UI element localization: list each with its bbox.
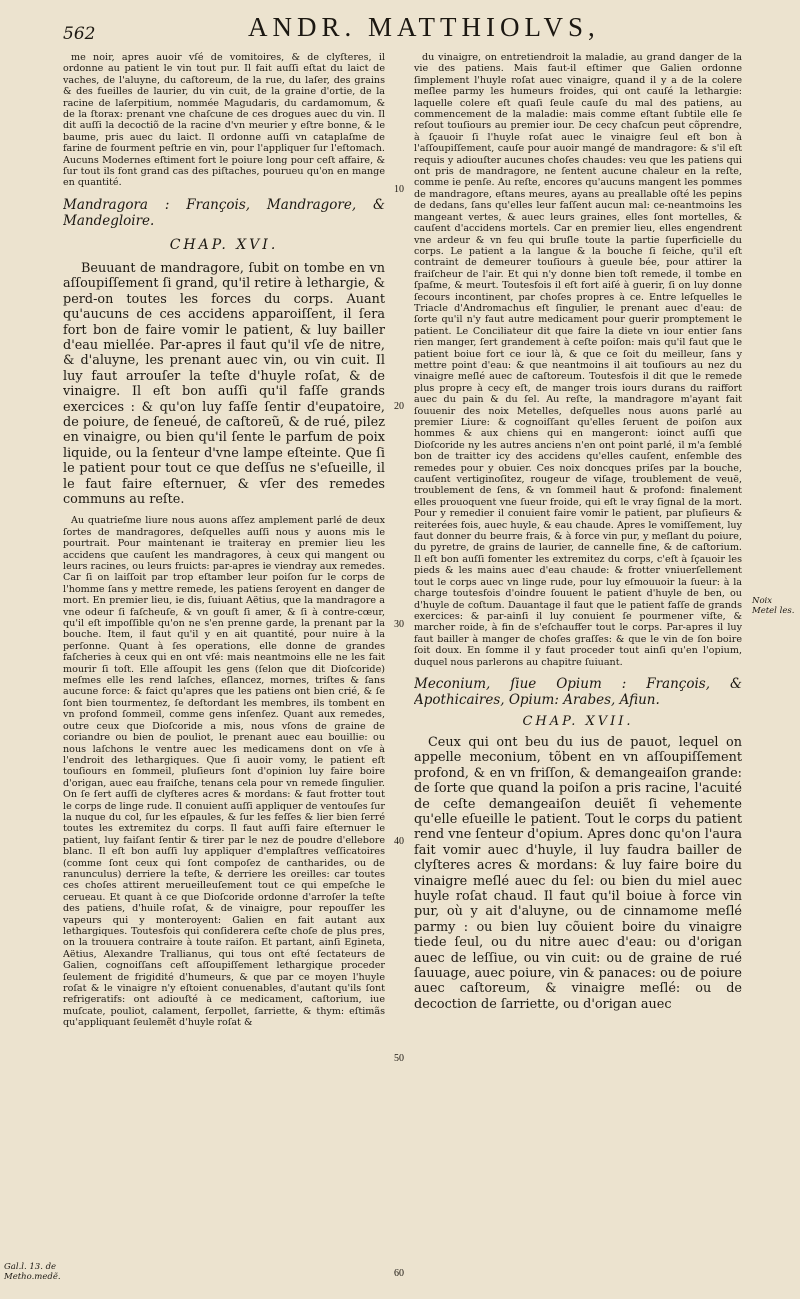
margin-note-right: Noix Metel les. bbox=[752, 596, 795, 616]
right-column bbox=[414, 52, 742, 1287]
section-heading-mandragora: Mandragora : François, Mandragore, & Mandegloire. bbox=[63, 196, 385, 229]
left-column bbox=[63, 52, 385, 1287]
chapter-title-xvi: CHAP. XVI. bbox=[169, 236, 279, 253]
running-title: ANDR. MATTHIOLVS, bbox=[248, 12, 600, 42]
margin-note-left: Gal.l. 13. de Metho.medẽ. bbox=[4, 1262, 61, 1282]
section-heading-opium: Meconium, ſiue Opium : François, & Apothicaires, Opium: Arabes, Afiun. bbox=[414, 675, 742, 708]
intro-paragraph: me noir, apres auoir vſé de vomitoires, & de clyſteres, il ordonne au patient le vin tout pur. Il fait auſſi eſtat du laict de vaches, de l'aluyne, du caſtoreum, de la rue, du laſer, des grains & des fueilles de laurier, du vin cuit, de la graine d'ortie, de la racine de laſerpitium, nommée Magudaris, du cardamomum, & de la ſtorax: prenant vne chaſcune de ces drogues auec du vin. Il dit auſſi la decoctiõ de la racine d'vn meurier y eſtre bonne, & le baume, pris auec du laict. Il ordonne auſſi vn cataplaſme de farine de fourment peſtrie en vin, pour l'appliquer ſur l'eſtomach. Aucuns Modernes eſtiment fort le poiure long pour ceſt affaire, & ſur tout ils font grand cas des piſtaches, pourueu qu'on en mange en quantité. bbox=[63, 52, 385, 189]
line-number: 50 bbox=[394, 1053, 404, 1064]
chapter-text-large-opium: Ceux qui ont beu du ius de pauot, lequel on appelle meconium, tõbent en vn aſſoupiſſement profond, & en vn friſſon, & demangeaiſon grande: de ſorte que quand la poiſon a pris racine, l'acuité de ceſte demangeaiſon deuiẽt ſi vehemente qu'elle eſueille le patient. Tout le corps du patient rend vne ſenteur d'opium. Apres donc qu'on l'aura fait vomir auec d'huyle, il luy faudra bailler de clyſteres acres & mordans: & luy faire boire du vinaigre meſlé auec du ſel: ou bien du miel auec huyle roſat chaud. Il faut qu'il boiue à force vin pur, où y ait d'aluyne, ou de cinnamome meſlé parmy : ou bien luy cõuient boire du vinaigre tiede ſeul, ou du nitre auec d'eau: ou d'origan auec de leſſiue, ou vin cuit: ou de graine de rué ſauuage, auec poiure, vin & panaces: ou de poiure auec caſtoreum, & vinaigre meſlé: ou de decoction de ſarriette, ou d'origan auec bbox=[414, 734, 742, 1012]
commentary-continued: du vinaigre, on entretiendroit la maladie, au grand danger de la vie des patiens. Mais faut-il eſtimer que Galien ordonne ſimplement l'huyle roſat auec vinaigre, quand il y a de la colere meſlee parmy les humeurs froides, qui ont cauſé la lethargie: laquelle colere eſt quaſi ſeule cauſe du mal des patiens, au commencement de la maladie: mais comme eſtant ſubtile elle ſe reſout touſiours au premier iour. De cecy chaſcun peut cõprendre, à ſçauoir ſi l'huyle roſat auec le vinaigre ſeul eſt bon à l'aſſoupiſſement, cauſe pour auoir mangé de mandragore: & s'il eſt requis y adiouſter aucunes choſes chaudes: veu que les patiens qui ont pris de mandragore, ne ſentent aucune chaleur en la reſte, comme ie penſe. Au reſte, encores qu'aucuns mangent les pommes de mandragore, eſtans meures, ayans au preallable oſté les pepins de dedans, ſans qu'elles leur faſſent aucun mal: ce-neantmoins les mangeant vertes, & auec leurs graines, elles ſont mortelles, & cauſent d'accidens mortels. Car en premier lieu, elles engendrent vne ardeur & vn feu qui bruſle toute la partie ſuperficielle du corps. Le patient a la langue & la bouche ſi ſeiche, qu'il eſt contraint de demeurer touſiours à gueule bée, pour attirer la fraiſcheur de l'air. Et qui n'y donne bien toſt remede, il tombe en ſpaſme, & meurt. Toutesfois il eſt fort aiſé à guerir, ſi on luy donne ſecours incontinent, par choſes propres à ce. Entre leſquelles le Triacle d'Andromachus eſt ſingulier, le prenant auec d'eau: de ſorte qu'il n'y faut autre medicament pour guerir promptement le patient. Le Conciliateur dit que faire la diete vn iour entier ſans rien manger, ſert grandement à ceſte poiſon: mais qu'il faut que le patient boiue fort ce iour là, & que ce ſoit du meilleur, ſans y mettre point d'eau: & que neantmoins il ait touſiours au nez du vinaigre meſlé auec de caſtoreum. Toutesfois il dit que le remede plus propre à cecy eſt, de manger trois iours durans du raiffort auec du pain & du ſel. Au reſte, la mandragore m'ayant fait ſouuenir des noix Metelles, deſquelles nous auons parlé au premier Liure: & cognoiſſant qu'elles ſeruent de poiſon aux hommes & aux chiens qui en mangeront: ioinct auſſi que Dioſcoride ny les autres anciens n'en ont point parlé, il m'a ſemblé bon de traitter icy des accidens qu'elles cauſent, enſemble des remedes pour y obuier. Ces noix doncques priſes par la bouche, cauſent vertiginoſitez, rougeur de viſage, troublement de veuë, troublement de ſens, & vn ſommeil haut & profond: finalement elles prouoquent vne ſueur froide, qui eſt le vray ſignal de la mort. Pour y remedier il conuient faire vomir le patient, par pluſieurs & reiterées fois, auec huyle, & eau chaude. Apres le vomiſſement, luy faut donner du beurre frais, & à force vin pur, y meſlant du poiure, du pyretre, de grains de laurier, de cannelle fine, & de caſtorium. Il eſt bon auſſi fomenter les extremitez du corps, c'eſt à ſçauoir les pieds & les mains auec d'eau chaude: & frotter vniuerſellement tout le corps auec vn linge rude, pour luy eſmouuoir la ſueur: à la charge toutesfois d'oindre ſouuent le patient d'huyle de ben, ou d'huyle de coſtum. Dauantage il faut que le patient faſſe de grands exercices: & par-ainſi il luy conuient ſe pourmener viſte, & marcher roide, à fin de s'eſchauffer tout le corps. Par-apres il luy faut bailler à manger de choſes graſſes: & que le vin de ſon boire ſoit doux. En ſomme il y faut proceder tout ainſi qu'en l'opium, duquel nous parlerons au chapitre ſuiuant. bbox=[414, 52, 742, 668]
page-number: 562 bbox=[63, 24, 96, 44]
line-number: 10 bbox=[394, 184, 404, 195]
line-number: 60 bbox=[394, 1268, 404, 1279]
commentary-paragraph: Au quatrieſme liure nous auons aſſez amplement parlé de deux ſortes de mandragores, deſquelles auſſi nous y auons mis le pourtrait. Pour maintenant ie traiteray en premier lieu les accidens que cauſent les mandragores, à ceux qui mangent ou leurs racines, ou leurs fruicts: par-apres ie viendray aux remedes. Car ſi on laiſſoit par trop eſtamber leur poiſon ſur le corps de l'homme ſans y mettre remede, les patiens ſeroyent en danger de mort. En premier lieu, ie dis, ſuiuant Aëtius, que la mandragore a vne odeur ſi faſcheuſe, & vn gouſt ſi amer, & ſi à contre-cœur, qu'il eſt impoſſible qu'on ne s'en prenne garde, la prenant par la bouche. Item, il faut qu'il y en ait quantité, pour nuire à la perſonne. Quant à ſes operations, elle donne de grandes faſcheries à ceux qui en ont vſé: mais neantmoins elle ne les fait mourir ſi toſt. Elle aſſoupit les gens (ſelon que dit Dioſcoride) meſmes elle les rend laſches, eſlancez, mornes, triſtes & ſans aucune force: & faict qu'apres que les patiens ont bien crié, & ſe ſont bien tourmentez, ſe deſtordant les membres, ils tombent en vn profond ſommeil, comme gens inſenſez. Quant aux remedes, outre ceux que Dioſcoride a mis, nous vſons de graine de coriandre ou bien de pouliot, le prenant auec eau bouillie: ou nous laſchons le ventre auec les medicamens dont on vſe à l'endroit des lethargiques. Que ſi auoir vomy, le patient eſt touſiours en ſommeil, pluſieurs ſont d'opinion luy faire boire d'origan, auec eau fraiſche, tenans cela pour vn remede ſingulier. On ſe ſert auſſi de clyſteres acres & mordans: & faut frotter tout le corps de linge rude. Il conuient auſſi appliquer de ventouſes ſur la nuque du col, ſur les eſpaules, & ſur les feſſes & lier bien ſerré toutes les extremitez du corps. Il faut auſſi faire eſternuer le patient, luy faiſant ſentir & tirer par le nez de poudre d'ellebore blanc. Il eſt bon auſſi luy appliquer d'emplaſtres veſſicatoires (comme ſont ceux qui ſont compoſez de cantharides, ou de ranunculus) derriere la teſte, & derriere les oreilles: car toutes ces choſes attirent merueilleuſement tout ce qui empeſche le cerueau. Et quant à ce que Dioſcoride ordonne d'arroſer la teſte des patiens, d'huile roſat, & de vinaigre, pour repouſſer les vapeurs qui y monteroyent: Galien en fait autant aux lethargiques. Toutesfois qui conſiderera ceſte choſe de plus pres, on la trouuera contraire à toute raiſon. Et partant, ainſi Egineta, Aëtius, Alexandre Trallianus, qui tous ont eſté ſectateurs de Galien, cognoiſſans ceſt aſſoupiſſement lethargique proceder ſeulement de frigidité d'humeurs, & que par ce moyen l'huyle roſat & le vinaigre n'y eſtoient conuenables, d'autant qu'ils ſont refrigeratifs: ont adiouſté à ce medicament, caſtorium, iue muſcate, pouliot, calament, ſerpollet, ſarriette, & thym: eſtimãs qu'appliquant ſeulemẽt d'huyle roſat & bbox=[63, 515, 385, 1029]
chapter-title-xvii: CHAP. XVII. bbox=[522, 713, 634, 729]
page-header bbox=[63, 12, 703, 46]
chapter-text-large: Beuuant de mandragore, ſubit on tombe en vn aſſoupiſſement ſi grand, qu'il retire à lethargie, & perd-on toutes les forces du corps. Auant qu'aucuns de ces accidens apparoiſſent, il ſera fort bon de faire vomir le patient, & luy bailler d'eau miellée. Par-apres il faut qu'il vſe de nitre, & d'aluyne, les prenant auec vin, ou vin cuit. Il luy faut arrouſer la teſte d'huyle roſat, & de vinaigre. Il eſt bon auſſi qu'il faſſe grands exercices : & qu'on luy faſſe ſentir d'eupatoire, de poiure, de ſeneué, de caſtoreũ, & de rué, pilez en vinaigre, ou bien qu'il ſente le parfum de poix liquide, ou la ſenteur d'vne lampe eſteinte. Que ſi le patient pour tout ce que deſſus ne s'eſueille, il le faut faire eſternuer, & vſer des remedes communs au reſte. bbox=[63, 260, 385, 507]
line-number: 30 bbox=[394, 619, 404, 630]
line-number: 20 bbox=[394, 401, 404, 412]
line-number: 40 bbox=[394, 836, 404, 847]
